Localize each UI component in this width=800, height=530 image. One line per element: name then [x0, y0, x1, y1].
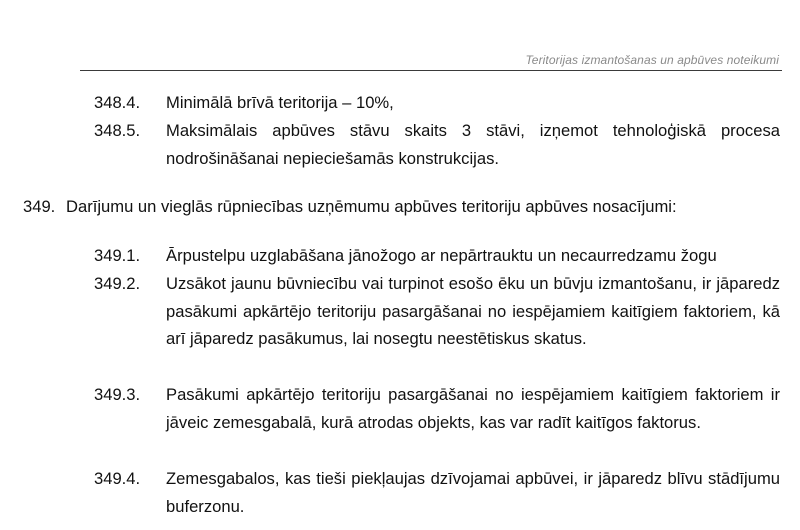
clause-number: 349.3.	[94, 385, 141, 404]
clause-text: Uzsākot jaunu būvniecību vai turpinot esošo ēku un būvju izmantošanu, ir jāparedz pasākumi apkārtējo teritoriju pasargāšanai no iespējamiem kaitīgiem faktoriem, kā arī jāparedz pasākumus, lai nosegtu neestētiskus skatus.	[166, 274, 780, 348]
running-header-title: Teritorijas izmantošanas un apbūves noteikumi	[525, 53, 779, 67]
clause-number: 348.5.	[94, 121, 141, 140]
clause-text: Ārpustelpu uzglabāšana jānožogo ar nepārtrauktu un necaurredzamu žogu	[166, 246, 717, 265]
clause-number: 348.4.	[94, 93, 141, 112]
header-divider	[80, 70, 782, 71]
clause-number: 349.2.	[94, 274, 141, 293]
clause-heading-text: Darījumu un vieglās rūpniecības uzņēmumu apbūves teritoriju apbūves nosacījumi:	[66, 197, 677, 216]
clause-text: Zemesgabalos, kas tieši piekļaujas dzīvojamai apbūvei, ir jāparedz blīvu stādījumu buferzonu.	[166, 469, 780, 516]
clause-text: Pasākumi apkārtējo teritoriju pasargāšanai no iespējamiem kaitīgiem faktoriem ir jāveic zemesgabalā, kurā atrodas objekts, kas var radīt kaitīgos faktorus.	[166, 385, 780, 432]
clause-text: Minimālā brīvā teritorija – 10%,	[166, 93, 394, 112]
clause-text: Maksimālais apbūves stāvu skaits 3 stāvi, izņemot tehnoloģiskā procesa nodrošināšanai nepieciešamās konstrukcijas.	[166, 121, 780, 168]
clause-number: 349.4.	[94, 469, 141, 488]
clause-number: 349.	[23, 197, 56, 216]
clause-number: 349.1.	[94, 246, 141, 265]
